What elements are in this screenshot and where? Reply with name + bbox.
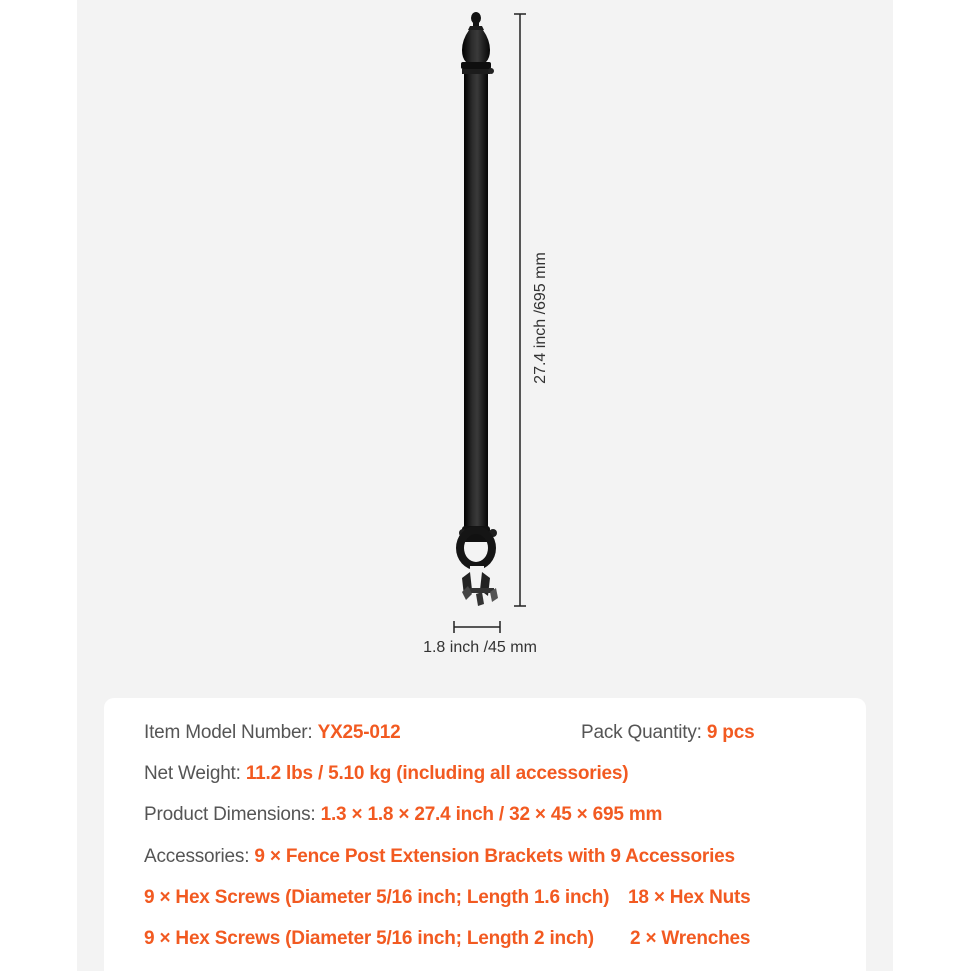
post-clamp bbox=[456, 526, 498, 606]
width-dimension-label: 1.8 inch /45 mm bbox=[423, 639, 537, 656]
net-weight-row bbox=[144, 763, 628, 785]
post-finial bbox=[461, 12, 494, 74]
hex-nuts-item: 18 × Hex Nuts bbox=[628, 887, 751, 908]
post-shaft bbox=[464, 74, 488, 534]
product-dimensions-label: Product Dimensions: bbox=[144, 804, 316, 825]
pack-quantity-value: 9 pcs bbox=[706, 722, 755, 743]
specs-card bbox=[104, 698, 866, 971]
pack-quantity-row bbox=[581, 722, 754, 744]
net-weight-label: Net Weight: bbox=[144, 763, 241, 784]
product-dimensions-row bbox=[144, 804, 662, 826]
hex-screws-1-6-item: 9 × Hex Screws (Diameter 5/16 inch; Length 1.6 inch) bbox=[144, 887, 610, 908]
hex-screws-2-item: 9 × Hex Screws (Diameter 5/16 inch; Length 2 inch) bbox=[144, 928, 594, 949]
model-number-row bbox=[144, 722, 401, 744]
model-number-value: YX25-012 bbox=[317, 722, 401, 743]
accessories-row bbox=[144, 846, 735, 868]
product-dimensions-value: 1.3 × 1.8 × 27.4 inch / 32 × 45 × 695 mm bbox=[320, 804, 663, 825]
accessories-value: 9 × Fence Post Extension Brackets with 9 Accessories bbox=[254, 846, 735, 867]
model-number-label: Item Model Number: bbox=[144, 722, 313, 743]
wrenches-item: 2 × Wrenches bbox=[630, 928, 751, 949]
accessories-label: Accessories: bbox=[144, 846, 250, 867]
width-dimension-line bbox=[454, 621, 500, 633]
height-dimension-label: 27.4 inch /695 mm bbox=[532, 252, 549, 384]
height-dimension-line bbox=[514, 14, 526, 606]
pack-quantity-label: Pack Quantity: bbox=[581, 722, 702, 743]
net-weight-value: 11.2 lbs / 5.10 kg (including all accessories) bbox=[245, 763, 629, 784]
